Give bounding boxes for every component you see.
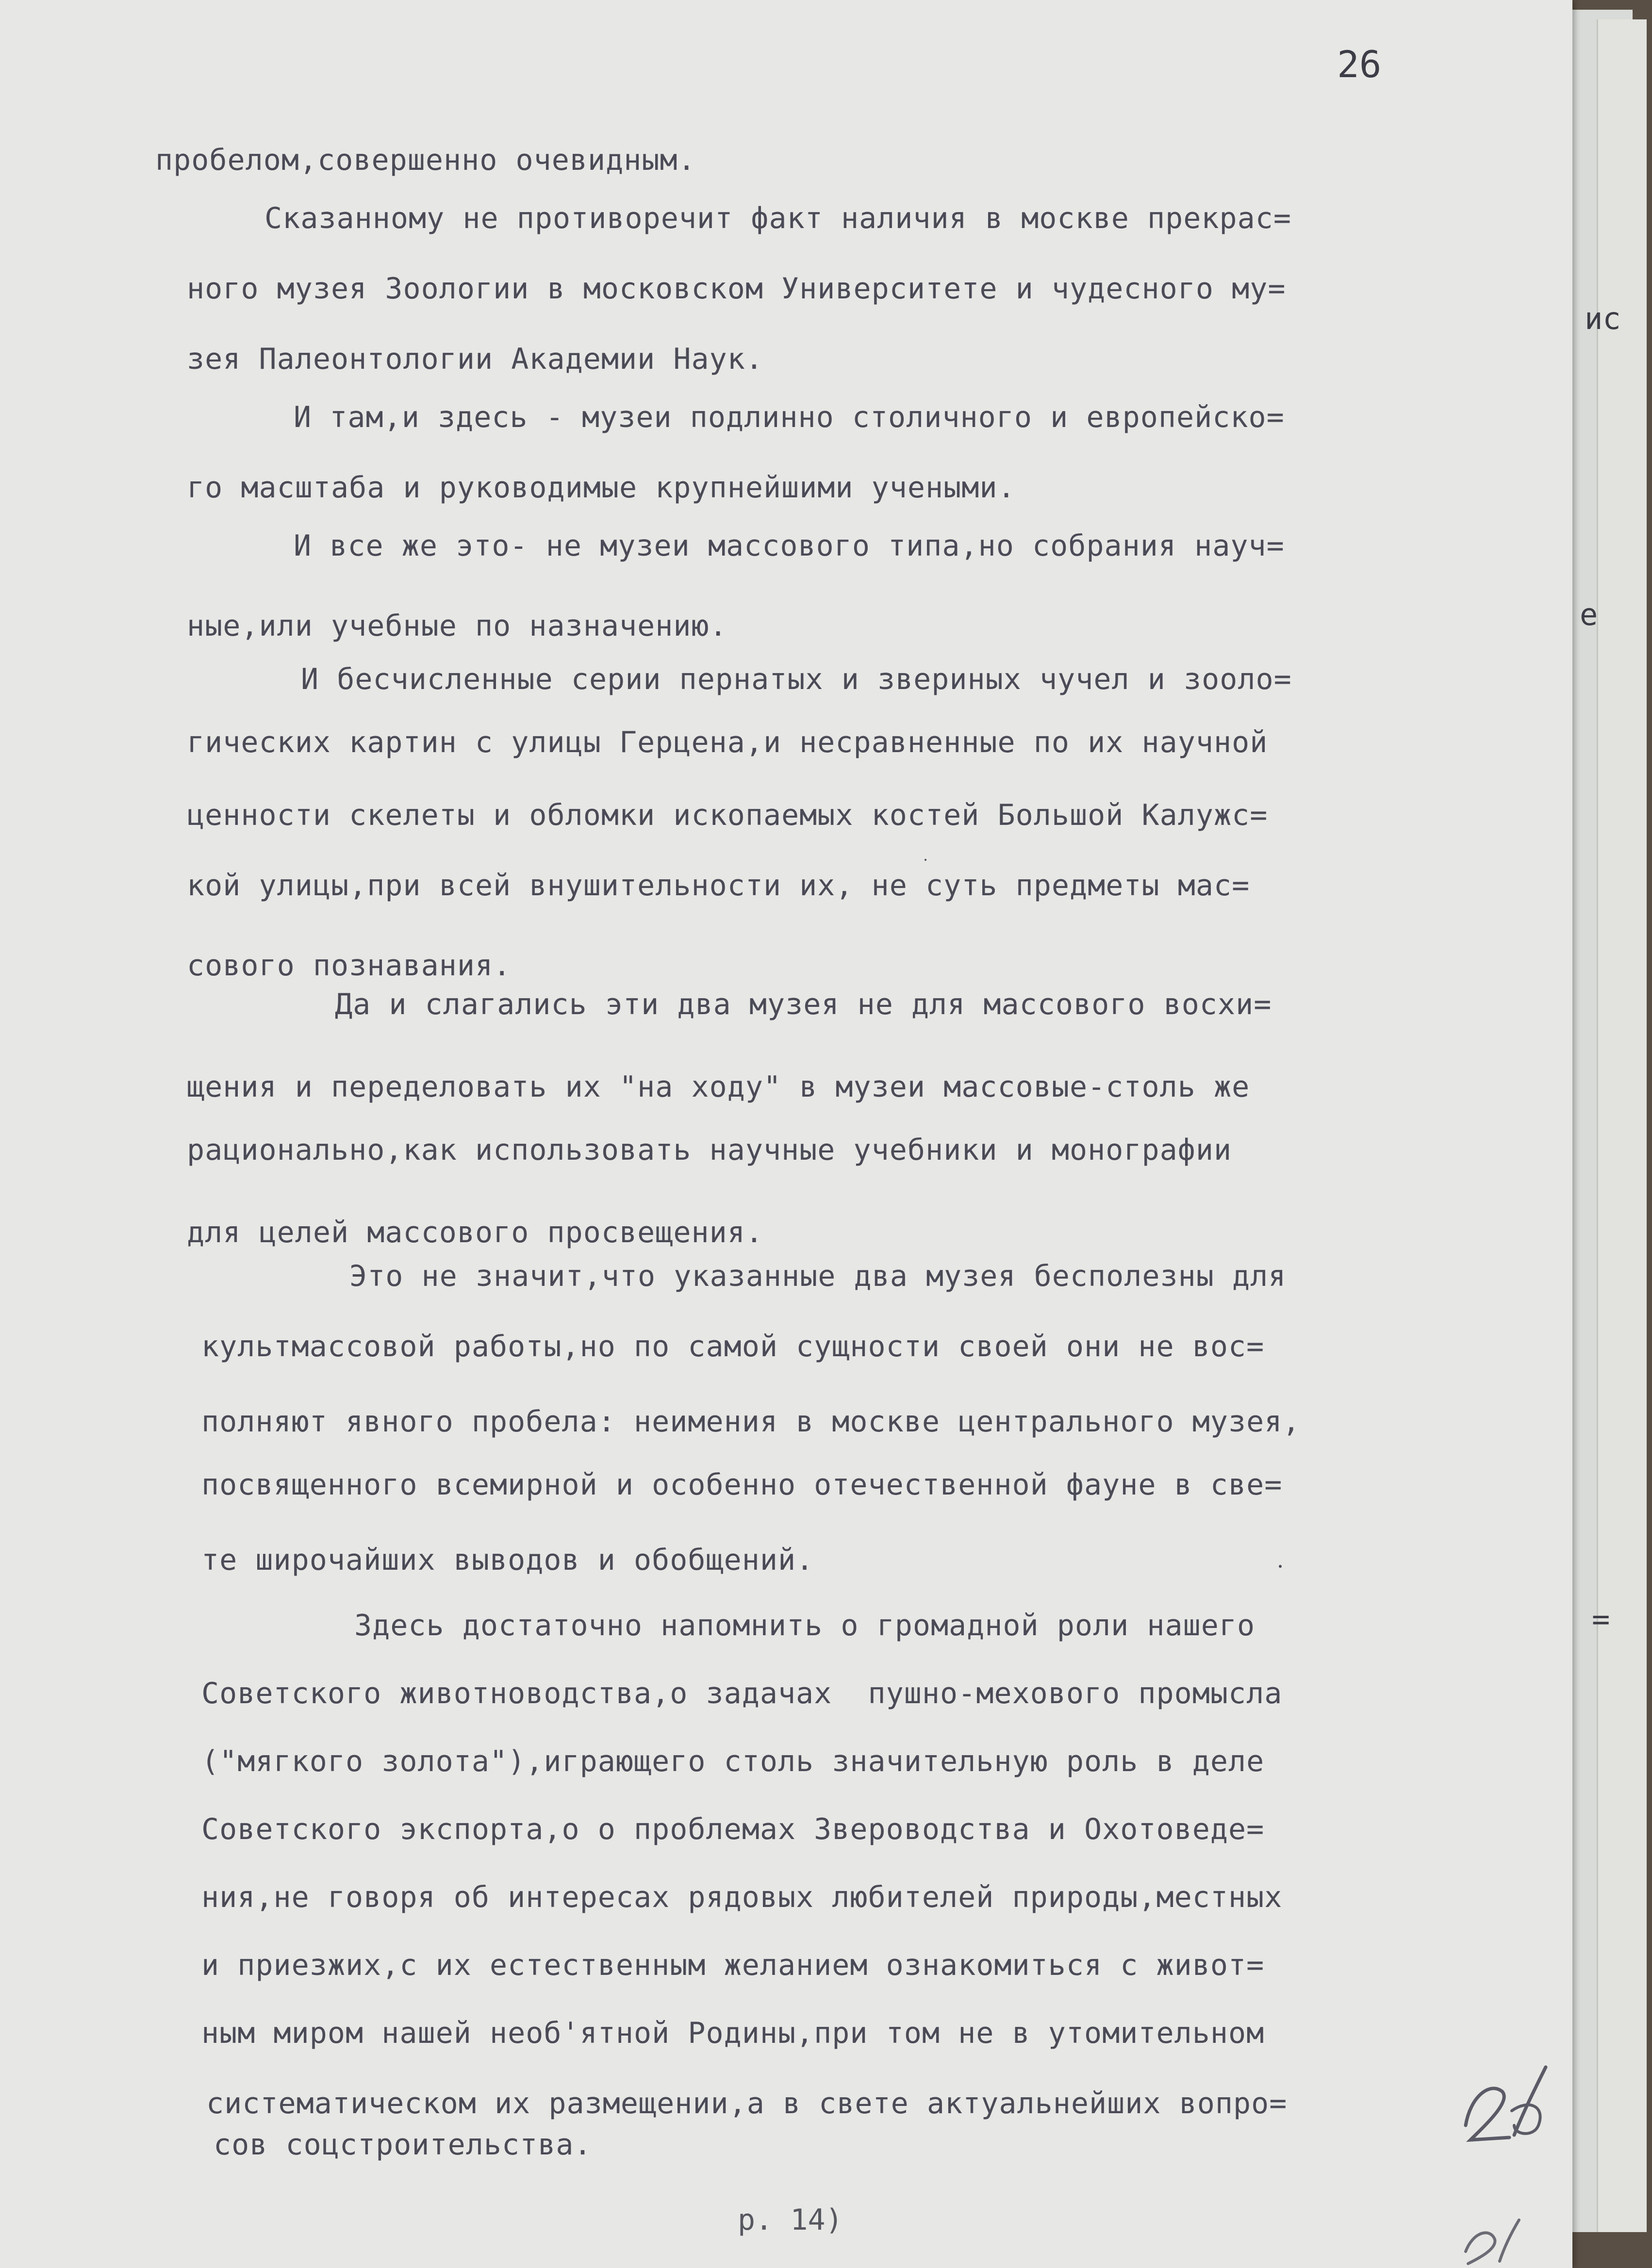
text-line: И там,и здесь - музеи подлинно столичного и европейско= bbox=[294, 400, 1285, 434]
text-line: гических картин с улицы Герцена,и несравненные по их научной bbox=[187, 725, 1268, 759]
text-line: зея Палеонтологии Академии Наук. bbox=[187, 342, 763, 376]
page-number: 26 bbox=[1337, 43, 1382, 86]
text-line: И все же это- не музеи массового типа,но собрания науч= bbox=[294, 529, 1285, 563]
text-line: ния,не говоря об интересах рядовых любителей природы,местных bbox=[201, 1880, 1283, 1914]
text-line: Сказанному не противоречит факт наличия в москве прекрас= bbox=[264, 201, 1292, 235]
edge-text-fragment: е bbox=[1580, 597, 1598, 632]
text-line: те широчайших выводов и обобщений. bbox=[201, 1543, 814, 1577]
text-line: Советского экспорта,о о проблемах Звероводства и Охотоведе= bbox=[201, 1812, 1265, 1846]
handwritten-sheet-mark bbox=[1456, 2053, 1558, 2150]
footer-fragment: р. 14) bbox=[738, 2203, 843, 2237]
text-line: кой улицы,при всей внушительности их, не суть предметы мас= bbox=[187, 869, 1250, 903]
text-line: пробелом,совершенно очевидным. bbox=[155, 143, 696, 177]
text-line: культмассовой работы,но по самой сущности своей они не вос= bbox=[201, 1330, 1265, 1364]
text-line: рационально,как использовать научные учебники и монографии bbox=[187, 1133, 1232, 1167]
text-line: сов соцстроительства. bbox=[214, 2128, 592, 2162]
text-line: сового познавания. bbox=[187, 949, 512, 983]
text-line: ценности скелеты и обломки ископаемых костей Большой Калужс= bbox=[187, 798, 1268, 832]
underlying-sheet-edge bbox=[1597, 19, 1647, 2232]
ink-speck bbox=[925, 859, 926, 861]
edge-text-fragment: = bbox=[1592, 1601, 1610, 1637]
text-line: и приезжих,с их естественным желанием ознакомиться с живот= bbox=[201, 1948, 1265, 1982]
text-line: Это не значит,что указанные два музея бесполезны для bbox=[349, 1259, 1287, 1293]
text-line: щения и переделовать их "на ходу" в музеи массовые-столь же bbox=[187, 1070, 1250, 1104]
text-line: полняют явного пробела: неимения в москве центрального музея, bbox=[201, 1405, 1301, 1439]
text-line: Здесь достаточно напомнить о громадной роли нашего bbox=[354, 1609, 1256, 1643]
ink-speck bbox=[1279, 1565, 1282, 1568]
handwritten-sheet-mark-faint bbox=[1456, 2213, 1524, 2266]
text-line: Да и слагались эти два музея не для массового восхи= bbox=[335, 987, 1272, 1021]
text-line: для целей массового просвещения. bbox=[187, 1216, 763, 1249]
edge-text-fragment: ис bbox=[1585, 301, 1621, 336]
text-line: ("мягкого золота"),играющего столь значительную роль в деле bbox=[201, 1744, 1265, 1778]
text-line: И бесчисленные серии пернатых и звериных чучел и зооло= bbox=[301, 662, 1292, 696]
text-line: посвященного всемирной и особенно отечественной фауне в све= bbox=[201, 1468, 1283, 1502]
text-line: ным миром нашей необ'ятной Родины,при том не в утомительном bbox=[201, 2016, 1265, 2050]
text-line: Советского животноводства,о задачах пушно-мехового промысла bbox=[201, 1676, 1283, 1710]
text-line: ные,или учебные по назначению. bbox=[187, 609, 727, 643]
text-line: систематическом их размещении,а в свете актуальнейших вопро= bbox=[206, 2087, 1288, 2120]
text-line: ного музея Зоологии в московском Университете и чудесного му= bbox=[187, 272, 1286, 306]
text-line: го масштаба и руководимые крупнейшими учеными. bbox=[187, 471, 1016, 505]
